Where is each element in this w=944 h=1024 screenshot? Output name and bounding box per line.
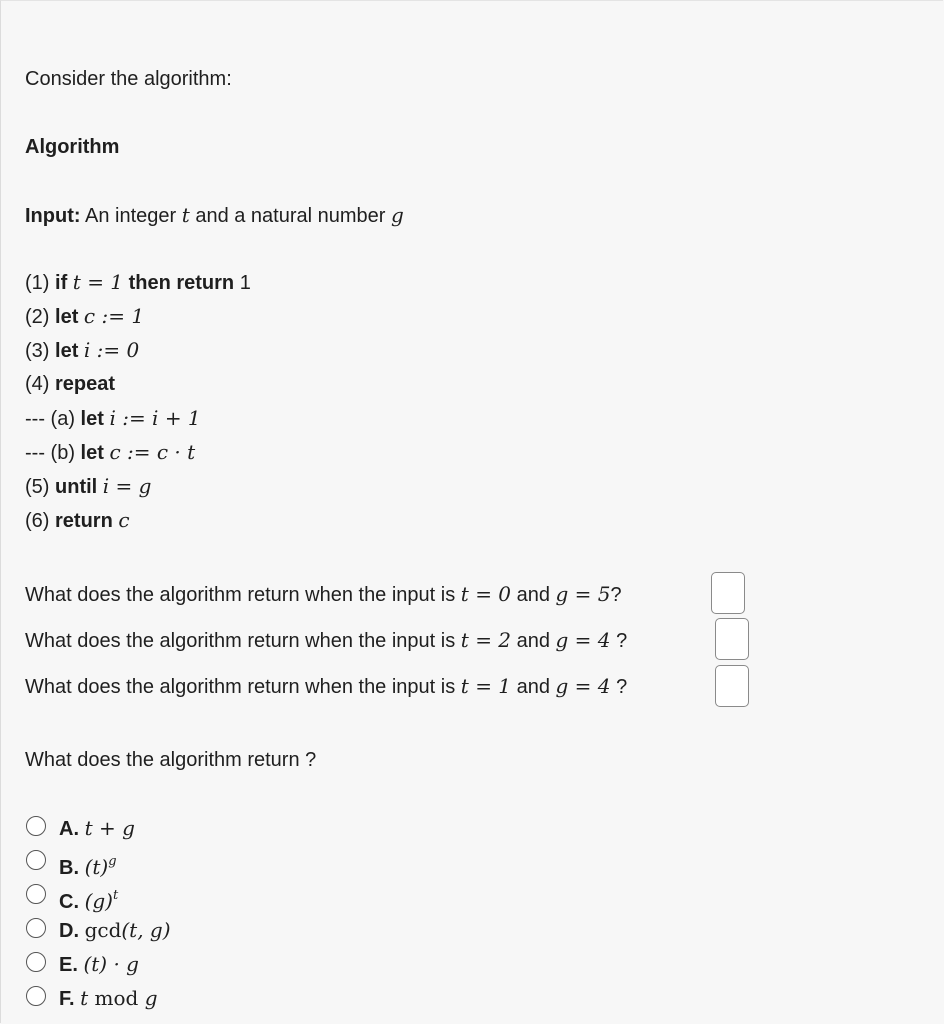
step-4a <box>25 406 201 431</box>
option-letter: C. <box>59 891 79 913</box>
question-suffix: ? <box>610 630 628 652</box>
option-var-t: t <box>80 986 89 1010</box>
question-g-value: g = 4 <box>555 674 611 698</box>
step-number: (4) <box>25 373 50 395</box>
answer-input-1[interactable] <box>711 572 745 614</box>
input-var-t: t <box>181 203 190 227</box>
question-1 <box>25 582 622 607</box>
option-e[interactable] <box>59 952 139 977</box>
algorithm-heading: Algorithm <box>25 136 120 158</box>
step-math: t = 1 <box>72 270 124 294</box>
question-text: What does the algorithm return when the input is <box>25 676 461 698</box>
step-5 <box>25 474 151 499</box>
option-d[interactable] <box>59 918 171 943</box>
step-number: --- (a) <box>25 408 75 430</box>
step-keyword: let <box>55 340 79 362</box>
step-keyword-2: then return <box>128 272 235 294</box>
option-base: (g) <box>84 889 113 913</box>
question-suffix: ? <box>610 676 628 698</box>
option-operator: mod <box>88 986 145 1010</box>
option-math: t + g <box>84 816 135 840</box>
step-number: --- (b) <box>25 442 75 464</box>
question-text: What does the algorithm return when the input is <box>25 584 461 606</box>
step-3 <box>25 338 139 363</box>
input-description <box>25 203 404 228</box>
option-d-radio[interactable] <box>26 918 46 938</box>
step-6 <box>25 508 130 533</box>
option-base: (t) <box>84 855 109 879</box>
step-4 <box>25 372 115 396</box>
step-keyword: until <box>55 476 98 498</box>
option-b-radio[interactable] <box>26 850 46 870</box>
step-math: c <box>118 508 130 532</box>
input-text-b: and a natural number <box>189 205 392 227</box>
step-number: (1) <box>25 272 50 294</box>
question-g-value: g = 4 <box>555 628 611 652</box>
step-keyword: let <box>80 442 104 464</box>
answer-input-2[interactable] <box>715 618 749 660</box>
step-keyword: return <box>55 510 113 532</box>
step-math: c := c · t <box>109 440 196 464</box>
input-label: Input: <box>25 205 81 227</box>
option-math: (t) · g <box>83 952 139 976</box>
step-math: c := 1 <box>83 304 145 328</box>
option-function: gcd <box>84 918 122 942</box>
option-f-radio[interactable] <box>26 986 46 1006</box>
mc-question: What does the algorithm return ? <box>25 749 317 771</box>
option-c-radio[interactable] <box>26 884 46 904</box>
step-keyword: repeat <box>55 373 116 395</box>
step-number: (6) <box>25 510 50 532</box>
question-g-value: g = 5 <box>555 582 611 606</box>
step-math: i = g <box>102 474 152 498</box>
step-keyword: let <box>55 306 79 328</box>
step-number: (2) <box>25 306 50 328</box>
option-b[interactable] <box>59 850 117 880</box>
answer-input-3[interactable] <box>715 665 749 707</box>
step-tail: 1 <box>239 272 251 294</box>
question-suffix: ? <box>610 584 622 606</box>
question-text: What does the algorithm return when the input is <box>25 630 461 652</box>
question-t-value: t = 1 <box>460 674 512 698</box>
option-args: (t, g) <box>121 918 171 942</box>
question-and: and <box>511 630 556 652</box>
step-4b <box>25 440 195 465</box>
intro-text: Consider the algorithm: <box>25 68 232 90</box>
question-and: and <box>511 584 556 606</box>
step-number: (5) <box>25 476 50 498</box>
step-math: i := i + 1 <box>109 406 201 430</box>
question-2 <box>25 628 627 653</box>
question-t-value: t = 0 <box>460 582 512 606</box>
option-a-radio[interactable] <box>26 816 46 836</box>
option-a[interactable] <box>59 816 135 841</box>
option-letter: D. <box>59 920 79 942</box>
option-c[interactable] <box>59 884 118 914</box>
option-exponent: g <box>108 854 117 869</box>
question-3 <box>25 674 627 699</box>
step-number: (3) <box>25 340 50 362</box>
option-var-g: g <box>144 986 158 1010</box>
option-e-radio[interactable] <box>26 952 46 972</box>
question-and: and <box>511 676 556 698</box>
step-1 <box>25 270 251 295</box>
step-keyword: let <box>80 408 104 430</box>
input-var-g: g <box>391 203 404 227</box>
step-2 <box>25 304 144 329</box>
option-letter: A. <box>59 818 79 840</box>
option-letter: B. <box>59 857 79 879</box>
step-math: i := 0 <box>83 338 140 362</box>
option-f[interactable] <box>59 986 158 1011</box>
option-letter: E. <box>59 954 78 976</box>
step-keyword: if <box>55 272 68 294</box>
input-text-a: An integer <box>84 205 182 227</box>
option-letter: F. <box>59 988 75 1010</box>
option-exponent: t <box>112 888 119 903</box>
question-t-value: t = 2 <box>460 628 512 652</box>
